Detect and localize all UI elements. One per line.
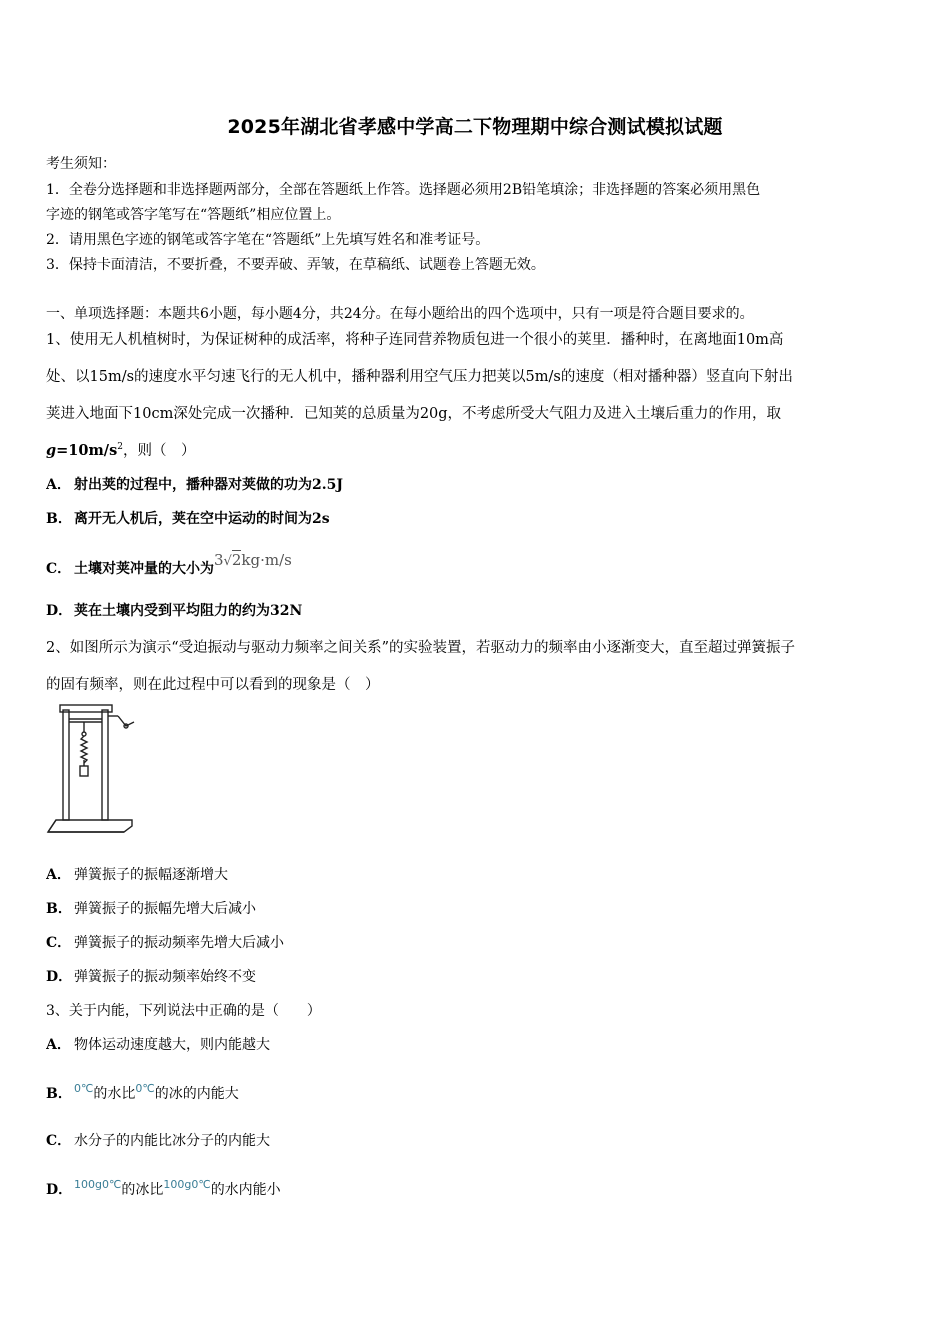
q1-stem-last-line bbox=[46, 439, 908, 460]
temperature-label: 0℃ bbox=[135, 1082, 155, 1095]
q1-stem-tail: ，则（ ） bbox=[123, 443, 196, 459]
option-letter: A． bbox=[46, 867, 71, 883]
q1-stem-line: 处、以15m/s的速度水平匀速飞行的无人机中，播种器利用空气压力把荚以5m/s的速度（相对播种器）竖直向下射出 bbox=[46, 369, 793, 385]
impulse-formula bbox=[214, 551, 292, 569]
option-letter: C． bbox=[46, 935, 72, 951]
page-title: 2025年湖北省孝感中学高二下物理期中综合测试模拟试题 bbox=[227, 116, 723, 138]
formula-unit: kg·m/s bbox=[241, 551, 292, 569]
q3-option-d[interactable] bbox=[46, 1170, 908, 1200]
q1-stem-line: 荚进入地面下10cm深处完成一次播种．已知荚的总质量为20g，不考虑所受大气阻力及进入土壤后重力的作用，取 bbox=[46, 406, 782, 422]
q2-option-b[interactable] bbox=[46, 898, 908, 918]
option-letter: B． bbox=[46, 1086, 72, 1102]
q3-option-b[interactable] bbox=[46, 1074, 908, 1104]
q3-option-c[interactable] bbox=[46, 1130, 908, 1150]
sqrt-icon: √ bbox=[223, 554, 232, 569]
q1-stem-line: 1、使用无人机植树时，为保证树种的成活率，将种子连同营养物质包进一个很小的荚里．播种时，在离地面10m高 bbox=[46, 332, 784, 348]
notice-item: 1．全卷分选择题和非选择题两部分，全部在答题纸上作答。选择题必须用2B铅笔填涂；非选择题的答案必须用黑色 bbox=[46, 182, 761, 198]
q2-stem-line: 2、如图所示为演示“受迫振动与驱动力频率之间关系”的实验装置，若驱动力的频率由小逐渐变大，直至超过弹簧振子 bbox=[46, 640, 796, 656]
q1-option-c[interactable] bbox=[46, 545, 908, 575]
q2-option-a[interactable] bbox=[46, 864, 908, 884]
formula-radicand: 2 bbox=[231, 551, 242, 569]
option-letter: A． bbox=[46, 477, 71, 493]
option-text: 的水内能小 bbox=[210, 1182, 281, 1198]
q1-g-symbol: g bbox=[46, 442, 57, 459]
q1-g-value: =10m/s bbox=[56, 442, 118, 459]
option-text: 弹簧振子的振幅逐渐增大 bbox=[74, 867, 228, 883]
q1-option-d[interactable] bbox=[46, 600, 908, 620]
q1-option-b[interactable] bbox=[46, 508, 908, 528]
q3-stem: 3、关于内能，下列说法中正确的是（ ） bbox=[46, 1003, 321, 1019]
forced-vibration-apparatus-figure bbox=[46, 702, 138, 834]
option-text: 弹簧振子的振动频率先增大后减小 bbox=[74, 935, 284, 951]
option-letter: B． bbox=[46, 901, 72, 917]
q1-g-exp: 2 bbox=[117, 442, 124, 453]
option-text: 离开无人机后，荚在空中运动的时间为2s bbox=[74, 511, 330, 527]
option-text: 土壤对荚冲量的大小为 bbox=[74, 561, 214, 575]
option-text: 的冰比 bbox=[121, 1182, 164, 1198]
option-text: 的冰的内能大 bbox=[154, 1086, 239, 1102]
option-letter: B． bbox=[46, 511, 72, 527]
option-letter: D． bbox=[46, 969, 73, 985]
option-text: 的水比 bbox=[93, 1086, 136, 1102]
mass-temperature-label: 100g0℃ bbox=[74, 1178, 122, 1191]
option-text: 荚在土壤内受到平均阻力的约为32N bbox=[74, 603, 303, 619]
option-letter: C． bbox=[46, 1133, 72, 1149]
notice-item: 字迹的钢笔或答字笔写在“答题纸”相应位置上。 bbox=[46, 207, 341, 223]
formula-coefficient: 3 bbox=[214, 551, 224, 569]
section-heading: 一、单项选择题：本题共6小题，每小题4分，共24分。在每小题给出的四个选项中，只有一项是符合题目要求的。 bbox=[46, 306, 754, 322]
option-letter: D． bbox=[46, 603, 73, 619]
option-text: 弹簧振子的振幅先增大后减小 bbox=[74, 901, 256, 917]
q1-option-a[interactable] bbox=[46, 474, 908, 494]
notice-item: 3．保持卡面清洁，不要折叠，不要弄破、弄皱，在草稿纸、试题卷上答题无效。 bbox=[46, 257, 545, 273]
q2-option-d[interactable] bbox=[46, 966, 908, 986]
option-letter: C． bbox=[46, 561, 72, 575]
temperature-label: 0℃ bbox=[74, 1082, 94, 1095]
q3-option-a[interactable] bbox=[46, 1034, 908, 1054]
q2-stem-line: 的固有频率，则在此过程中可以看到的现象是（ ） bbox=[46, 677, 380, 693]
option-letter: D． bbox=[46, 1182, 73, 1198]
mass-temperature-label: 100g0℃ bbox=[163, 1178, 211, 1191]
option-text: 水分子的内能比冰分子的内能大 bbox=[74, 1133, 270, 1149]
option-text: 射出荚的过程中，播种器对荚做的功为2.5J bbox=[74, 477, 343, 493]
notice-item: 2．请用黑色字迹的钢笔或答字笔在“答题纸”上先填写姓名和准考证号。 bbox=[46, 232, 490, 248]
option-text: 弹簧振子的振动频率始终不变 bbox=[74, 969, 256, 985]
option-text: 物体运动速度越大，则内能越大 bbox=[74, 1037, 270, 1053]
q2-option-c[interactable] bbox=[46, 932, 908, 952]
notice-heading: 考生须知： bbox=[46, 156, 116, 172]
option-letter: A． bbox=[46, 1037, 71, 1053]
